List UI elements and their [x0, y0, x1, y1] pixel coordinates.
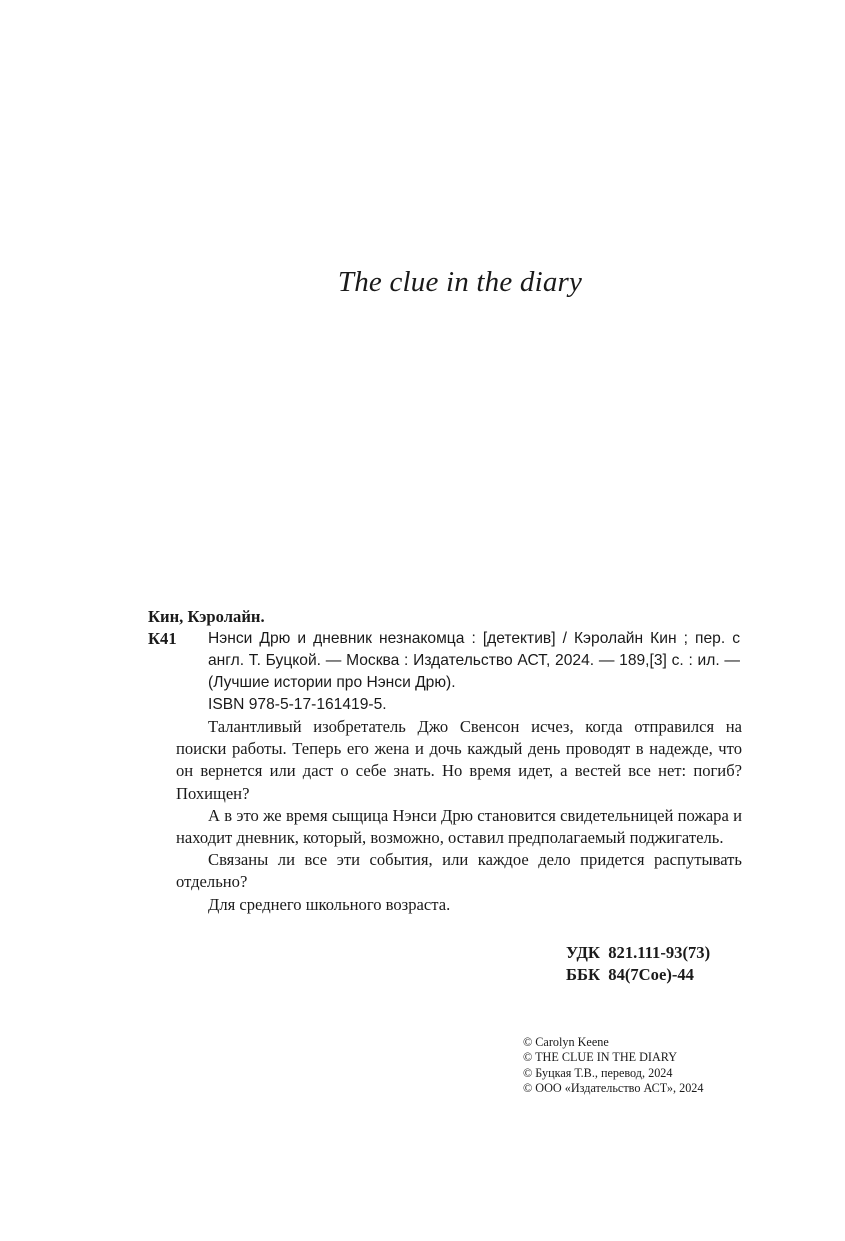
catalog-author: Кин, Кэролайн.	[148, 607, 265, 626]
annotation-paragraph: Талантливый изобретатель Джо Свенсон исчез, когда отправился на поиски работы. Теперь его жена и дочь каждый день проводят в надежде, что он вернется или даст о себе знать. Но время идет, а вестей все нет: погиб? Похищен?	[176, 717, 742, 803]
isbn: ISBN 978-5-17-161419-5.	[208, 696, 387, 713]
catalog-code: К41	[148, 629, 177, 648]
annotation	[176, 716, 742, 916]
copyright-block	[523, 1035, 703, 1097]
catalog-description: Нэнси Дрю и дневник незнакомца : [детектив] / Кэролайн Кин ; пер. с англ. Т. Буцкой. — Москва : Издательство АСТ, 2024. — 189,[3] с. : ил. — (Лучшие истории про Нэнси Дрю).	[208, 630, 740, 691]
copyright-line: © ООО «Издательство АСТ», 2024	[523, 1081, 704, 1096]
udk-code: УДК 821.111-93(73)	[566, 943, 711, 962]
copyright-line: © Carolyn Keene	[523, 1035, 609, 1049]
annotation-paragraph: Для среднего школьного возраста.	[208, 894, 451, 914]
copyright-line: © Буцкая Т.В., перевод, 2024	[523, 1065, 673, 1080]
classification-codes	[566, 942, 710, 986]
bbk-code: ББК 84(7Сое)-44	[566, 965, 694, 984]
annotation-paragraph: Связаны ли все эти события, или каждое дело придется распутывать отдельно?	[176, 850, 742, 892]
original-title: The clue in the diary	[337, 266, 583, 298]
annotation-paragraph: А в это же время сыщица Нэнси Дрю становится свидетельницей пожара и находит дневник, который, возможно, оставил предполагаемый поджигатель.	[176, 805, 742, 848]
copyright-line: © THE CLUE IN THE DIARY	[523, 1050, 678, 1065]
